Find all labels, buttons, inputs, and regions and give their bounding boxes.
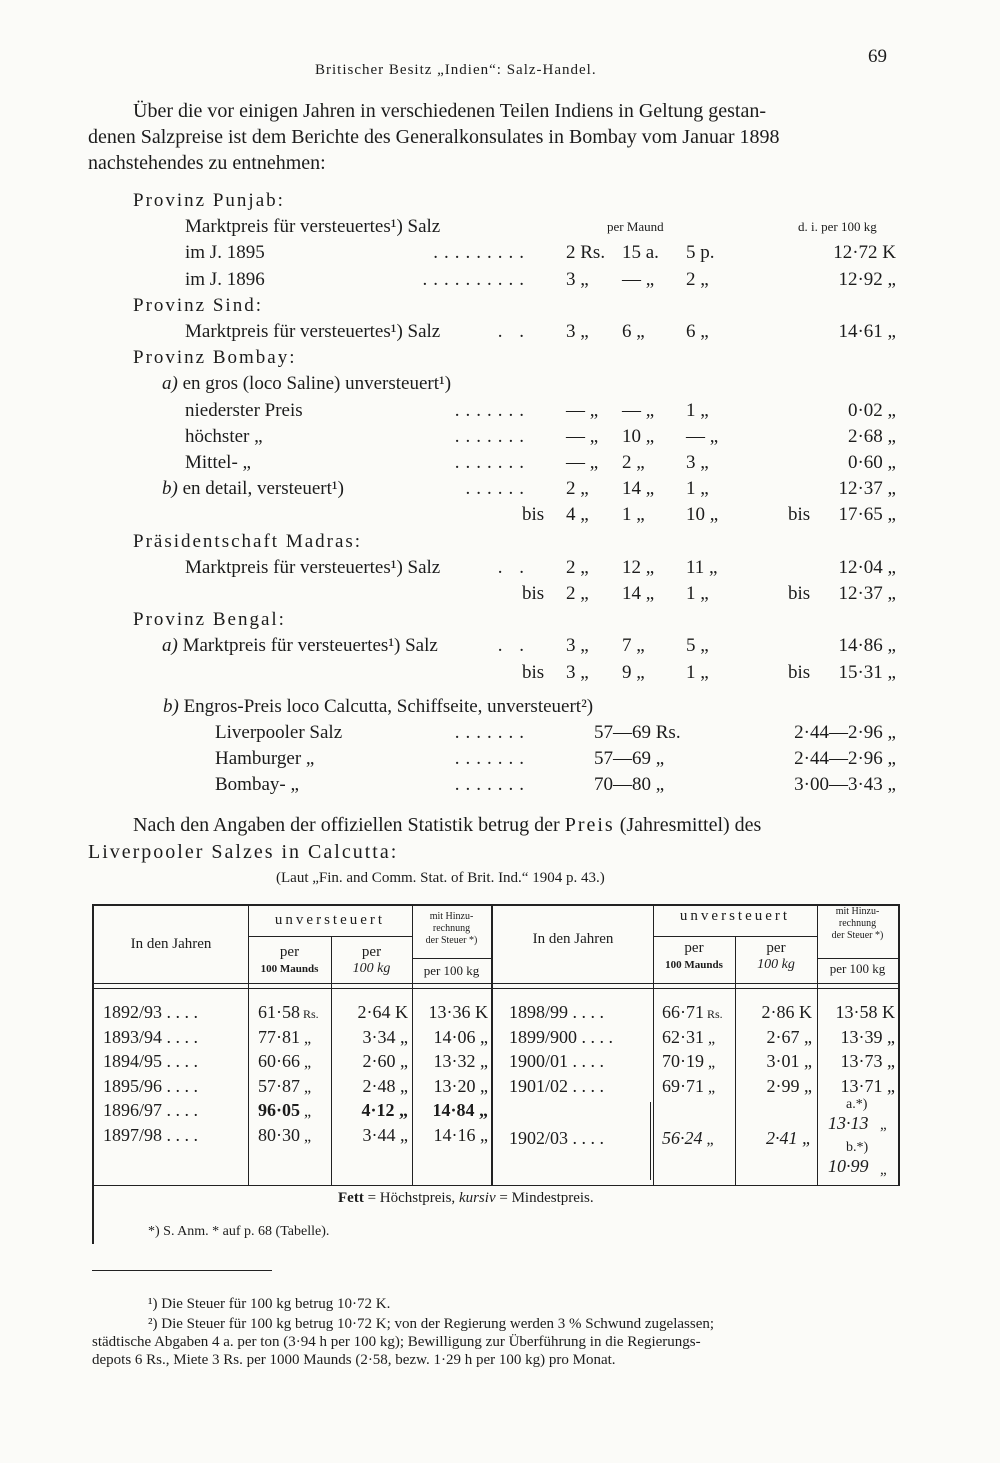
stat-para-text-a: Nach den Angaben der offiziellen Statistik betrug der xyxy=(133,814,560,836)
price-annas: 9 „ xyxy=(622,661,645,683)
price-row-label: Marktpreis für versteuertes¹) Salz xyxy=(185,321,441,342)
table-note: *) S. Anm. * auf p. 68 (Tabelle). xyxy=(148,1224,330,1239)
mit-unit-right: per 100 kg xyxy=(829,961,886,976)
bis-label: bis xyxy=(788,583,811,604)
price-rupees: 3 „ xyxy=(566,661,589,683)
footnote-1: ¹) Die Steuer für 100 kg betrug 10·72 K. xyxy=(148,1296,391,1312)
mit-header-right: mit Hinzu- rechnung der Steuer *) xyxy=(831,906,884,941)
price-pies: — „ xyxy=(686,425,719,447)
price-per-100kg: 12·37 „ xyxy=(838,478,896,500)
price-row-label: höchster „ xyxy=(185,425,263,447)
price-row xyxy=(0,240,1000,266)
leader-dots: . . xyxy=(497,635,530,657)
table-legend xyxy=(338,1190,594,1207)
per-kg-right xyxy=(735,940,817,974)
price-annas: 7 „ xyxy=(622,635,645,657)
table-cell-per-maunds: 61·58 Rs. xyxy=(258,1002,319,1022)
price-annas: 10 „ xyxy=(622,425,655,447)
table-cell-per-100kg: 2·67 „ xyxy=(766,1026,812,1047)
years-header-left: In den Jahren xyxy=(130,936,212,952)
intro-line-1: Über die vor einigen Jahren in verschiedenen Teilen Indiens in Geltung gestan- xyxy=(133,100,767,122)
col-header-per-maund: per Maund xyxy=(607,219,664,235)
leader-dots: ....... xyxy=(454,399,530,421)
leader-dots: ...... xyxy=(465,478,530,500)
table-cell-year: 1892/93 . . . . xyxy=(103,1002,199,1022)
leader-dots: ....... xyxy=(454,722,530,743)
unversteuert-header-left: unversteuert xyxy=(274,912,386,928)
table-cell-per-100kg: 2·48 „ xyxy=(362,1075,408,1096)
price-row xyxy=(0,293,1000,319)
table-cell-per-100kg: 3·44 „ xyxy=(362,1124,408,1145)
per-maunds-left xyxy=(248,944,331,978)
price-row-label: Provinz Bombay: xyxy=(133,347,297,369)
bis-label: bis xyxy=(522,583,545,604)
mit-rule-right xyxy=(817,958,898,959)
table-cell-year: 1898/99 . . . . xyxy=(509,1002,605,1022)
price-row-label: Provinz Bengal: xyxy=(133,609,286,631)
price-row xyxy=(0,371,1000,397)
price-annas: 2 „ xyxy=(622,452,645,473)
table-cell-ditto: „ xyxy=(880,1162,887,1178)
price-per-100kg: 12·37 „ xyxy=(838,583,896,604)
table-cell-variant-a-label: a.*) xyxy=(846,1097,868,1112)
table-cell-per-maunds: 96·05 „ xyxy=(258,1100,312,1120)
price-rupees: 3 „ xyxy=(566,321,589,342)
table-cell-with-tax: 13·71 „ xyxy=(840,1075,895,1096)
table-cell-per-100kg: 2·86 K xyxy=(761,1002,812,1022)
price-row xyxy=(0,660,1000,686)
per-label: per xyxy=(766,940,786,956)
price-row xyxy=(0,188,1000,214)
price-row xyxy=(0,607,1000,633)
legend-mid: = Höchstpreis, xyxy=(367,1190,456,1206)
leader-dots: ....... xyxy=(454,748,530,770)
leader-dots: ....... xyxy=(454,425,530,447)
price-row-label: niederster Preis xyxy=(185,399,303,421)
price-row-label: Provinz Sind: xyxy=(133,294,263,316)
price-rupees: 2 „ xyxy=(566,478,589,500)
stat-source: (Laut „Fin. and Comm. Stat. of Brit. Ind.“ 1904 p. 43.) xyxy=(276,870,605,886)
price-rupees: 2 Rs. xyxy=(566,242,606,264)
price-row xyxy=(0,476,1000,502)
mit-header-left: mit Hinzu- rechnung der Steuer *) xyxy=(425,911,478,946)
price-row xyxy=(0,267,1000,293)
table-cell-per-maunds: 77·81 „ xyxy=(258,1026,312,1047)
leader-dots: ....... xyxy=(454,452,530,473)
price-row-label: b) en detail, versteuert¹) xyxy=(162,478,344,500)
col-header-per-100kg: d. i. per 100 kg xyxy=(798,219,877,235)
table-cell-per-maunds: 69·71 „ xyxy=(662,1075,716,1096)
table-left-edge xyxy=(92,904,94,1244)
table-cell-with-tax: 13·36 K xyxy=(428,1002,488,1022)
per-label: per xyxy=(279,944,300,960)
price-row-label: a) en gros (loco Saline) unversteuert¹) xyxy=(162,373,452,395)
table-top-rule xyxy=(92,904,900,906)
price-range: 57—69 Rs. xyxy=(594,722,681,743)
table-cell-with-tax: 14·84 „ xyxy=(432,1100,488,1120)
bis-label: bis xyxy=(522,504,545,526)
table-cell-per-maunds: 80·30 „ xyxy=(258,1124,312,1145)
price-row-label: Bombay- „ xyxy=(215,774,299,796)
price-rupees: 3 „ xyxy=(566,635,589,657)
unversteuert-rule-right xyxy=(653,936,817,937)
table-cell-per-maunds: 66·71 Rs. xyxy=(662,1002,723,1022)
running-title: Britischer Besitz „Indien“: Salz-Handel. xyxy=(315,62,597,78)
price-rupees: 3 „ xyxy=(566,268,589,290)
price-row-label: b) Engros-Preis loco Calcutta, Schiffseite, unversteuert²) xyxy=(163,695,594,717)
table-cell-year: 1896/97 . . . . xyxy=(103,1100,199,1120)
stat-para-line-2: Liverpooler Salzes in Calcutta: xyxy=(88,841,399,863)
price-annas: 14 „ xyxy=(622,478,655,500)
price-annas: 12 „ xyxy=(622,556,655,578)
price-per-100kg: 2·44—2·96 „ xyxy=(794,722,896,743)
price-row xyxy=(0,214,1000,240)
price-row-label: a) Marktpreis für versteuertes¹) Salz xyxy=(162,635,438,657)
price-rupees: — „ xyxy=(566,452,599,473)
price-per-100kg: 15·31 „ xyxy=(838,661,896,683)
table-cell-per-maunds: 57·87 „ xyxy=(258,1075,312,1096)
col-divider-4 xyxy=(491,904,493,1185)
bis-label: bis xyxy=(788,661,811,683)
price-per-100kg: 17·65 „ xyxy=(838,504,896,526)
price-pies: 5 „ xyxy=(686,635,709,657)
table-header-rule-2 xyxy=(92,988,900,989)
table-cell-year: 1893/94 . . . . xyxy=(103,1026,199,1047)
mit-rule-left xyxy=(412,958,491,959)
price-per-100kg: 12·72 K xyxy=(833,242,896,264)
price-per-100kg: 0·60 „ xyxy=(847,452,896,473)
price-row xyxy=(0,424,1000,450)
price-pies: 2 „ xyxy=(686,268,709,290)
price-row xyxy=(0,450,1000,476)
price-pies: 6 „ xyxy=(686,321,709,342)
price-annas: 15 a. xyxy=(622,242,659,264)
intro-line-2: denen Salzpreise ist dem Berichte des Generalkonsulates in Bombay vom Januar 1898 xyxy=(88,126,780,148)
table-cell-per-100kg: 2·60 „ xyxy=(362,1051,408,1071)
table-cell-year: 1897/98 . . . . xyxy=(103,1124,199,1145)
table-cell-per-100kg: 3·01 „ xyxy=(766,1051,812,1071)
price-row-label: Marktpreis für versteuertes¹) Salz xyxy=(185,216,441,238)
stat-para-preis: Preis xyxy=(564,814,615,836)
table-cell-with-tax: 14·06 „ xyxy=(433,1026,488,1047)
price-pies: 1 „ xyxy=(686,583,709,604)
table-cell-per-100kg: 2·99 „ xyxy=(766,1075,812,1096)
price-rupees: — „ xyxy=(566,399,599,421)
table-cell-year: 1900/01 . . . . xyxy=(509,1051,605,1071)
table-cell-variant-b-value: 10·99 xyxy=(828,1156,869,1176)
legend-bold: Fett xyxy=(338,1190,364,1206)
per-label: per xyxy=(361,944,382,960)
price-row xyxy=(0,319,1000,345)
price-rupees: 2 „ xyxy=(566,556,589,578)
price-annas: 1 „ xyxy=(622,504,645,526)
table-cell-year: 1894/95 . . . . xyxy=(103,1051,199,1071)
table-cell-year: 1899/900 . . . . xyxy=(509,1026,614,1047)
table-cell-per-maunds: 60·66 „ xyxy=(258,1051,312,1071)
per-maunds-right xyxy=(653,940,735,974)
price-range: 57—69 „ xyxy=(594,748,665,770)
price-annas: — „ xyxy=(622,399,655,421)
bis-label: bis xyxy=(522,661,545,683)
table-cell-with-tax: 13·73 „ xyxy=(840,1051,895,1071)
price-pies: 11 „ xyxy=(686,556,718,578)
price-per-100kg: 2·44—2·96 „ xyxy=(794,748,896,770)
footnote-rule xyxy=(92,1270,272,1271)
table-cell-ditto: „ xyxy=(880,1117,887,1133)
table-cell-with-tax: 13·58 K xyxy=(835,1002,895,1022)
years-header-right: In den Jahren xyxy=(532,931,614,947)
price-row xyxy=(0,581,1000,607)
kg-label: 100 kg xyxy=(352,961,391,976)
price-row-label: Marktpreis für versteuertes¹) Salz xyxy=(185,556,441,578)
leader-dots: . . xyxy=(497,321,530,342)
per-kg-left xyxy=(331,944,412,978)
table-cell-year: 1895/96 . . . . xyxy=(103,1075,199,1096)
price-rupees: 2 „ xyxy=(566,583,589,604)
footnote-2-line-2: städtische Abgaben 4 a. per ton (3·94 h per 100 kg); Bewilligung zur Überführung in die Regierungs- xyxy=(92,1334,701,1350)
table-cell-per-100kg: 4·12 „ xyxy=(361,1100,408,1120)
table-cell-with-tax: 13·39 „ xyxy=(840,1026,895,1047)
table-header-rule xyxy=(92,983,900,984)
table-cell-year: 1901/02 . . . . xyxy=(509,1075,605,1096)
table-cell-year: 1902/03 . . . . xyxy=(509,1128,605,1148)
table-cell-with-tax: 13·20 „ xyxy=(433,1075,488,1096)
price-row xyxy=(0,529,1000,555)
price-row xyxy=(0,694,1000,720)
legend-italic: kursiv xyxy=(458,1190,496,1206)
price-per-100kg: 12·92 „ xyxy=(838,268,896,290)
table-cell-with-tax: 14·16 „ xyxy=(433,1124,488,1145)
price-annas: 14 „ xyxy=(622,583,655,604)
price-row-label: Präsidentschaft Madras: xyxy=(133,530,363,552)
price-row-label: im J. 1896 xyxy=(185,268,265,290)
table-bottom-rule xyxy=(92,1185,900,1186)
stat-para-line-1 xyxy=(133,812,761,838)
table-cell-variant-a-value: 13·13 xyxy=(828,1113,869,1133)
table-cell-per-maunds: 70·19 „ xyxy=(662,1051,716,1071)
price-row xyxy=(0,398,1000,424)
price-range: 70—80 „ xyxy=(594,774,665,796)
mit-unit-left: per 100 kg xyxy=(423,963,480,978)
price-per-100kg: 14·86 „ xyxy=(838,635,896,657)
price-row xyxy=(0,720,1000,746)
kg-label: 100 kg xyxy=(757,957,795,972)
price-pies: 1 „ xyxy=(686,399,709,421)
price-rupees: — „ xyxy=(566,425,599,447)
stat-para-text-c: (Jahresmittel) des xyxy=(619,814,762,836)
bis-label: bis xyxy=(788,504,811,526)
table-cell-per-100kg: 3·34 „ xyxy=(362,1026,408,1047)
table-cell-with-tax: 13·32 „ xyxy=(433,1051,488,1071)
price-per-100kg: 2·68 „ xyxy=(847,425,896,447)
price-pies: 1 „ xyxy=(686,661,709,683)
price-per-100kg: 3·00—3·43 „ xyxy=(794,774,896,796)
price-per-100kg: 14·61 „ xyxy=(838,321,896,342)
maunds-label: 100 Maunds xyxy=(260,963,319,975)
price-row xyxy=(0,772,1000,798)
unversteuert-header-right: unversteuert xyxy=(679,908,791,924)
price-per-100kg: 12·04 „ xyxy=(838,556,896,578)
unversteuert-rule-left xyxy=(248,936,412,937)
footnote-2-line-1: ²) Die Steuer für 100 kg betrug 10·72 K; von der Regierung werden 3 % Schwund zugelassen; xyxy=(148,1316,715,1332)
price-row xyxy=(0,746,1000,772)
price-pies: 5 p. xyxy=(686,242,715,264)
price-row-label: Mittel- „ xyxy=(185,452,251,473)
table-cell-per-100kg: 2·64 K xyxy=(357,1002,408,1022)
price-annas: 6 „ xyxy=(622,321,645,342)
price-pies: 10 „ xyxy=(686,504,719,526)
price-row xyxy=(0,555,1000,581)
price-row-label: Liverpooler Salz xyxy=(215,722,343,743)
price-row-label: im J. 1895 xyxy=(185,242,265,264)
price-row xyxy=(0,345,1000,371)
price-pies: 1 „ xyxy=(686,478,709,500)
footnote-2-line-3: depots 6 Rs., Miete 3 Rs. per 1000 Maunds (2·58, bezw. 1·29 h per 100 kg) pro Monat. xyxy=(92,1352,616,1368)
table-cell-per-maunds: 62·31 „ xyxy=(662,1026,716,1047)
leader-dots: ......... xyxy=(433,242,530,264)
price-pies: 3 „ xyxy=(686,452,709,473)
leader-dots: . . xyxy=(497,556,530,578)
table-cell-variant-b-label: b.*) xyxy=(846,1140,869,1155)
price-row-label: Hamburger „ xyxy=(215,748,315,770)
table-cell-per-maunds: 56·24 „ xyxy=(662,1128,714,1148)
price-row xyxy=(0,633,1000,659)
price-per-100kg: 0·02 „ xyxy=(847,399,896,421)
price-row xyxy=(0,502,1000,528)
price-row-label: Provinz Punjab: xyxy=(133,190,285,211)
col-divider-7 xyxy=(817,904,818,1185)
table-cell-per-100kg: 2·41 „ xyxy=(765,1128,812,1148)
bracket-1902 xyxy=(650,1102,651,1180)
page-number: 69 xyxy=(868,46,887,67)
maunds-label: 100 Maunds xyxy=(665,959,723,971)
table-right-edge xyxy=(898,904,900,1186)
leader-dots: ....... xyxy=(454,774,530,796)
per-label: per xyxy=(684,940,704,956)
intro-line-3: nachstehendes zu entnehmen: xyxy=(88,152,326,174)
legend-end: = Mindestpreis. xyxy=(499,1190,594,1206)
leader-dots: .......... xyxy=(422,268,530,290)
price-rupees: 4 „ xyxy=(566,504,589,526)
price-annas: — „ xyxy=(622,268,655,290)
